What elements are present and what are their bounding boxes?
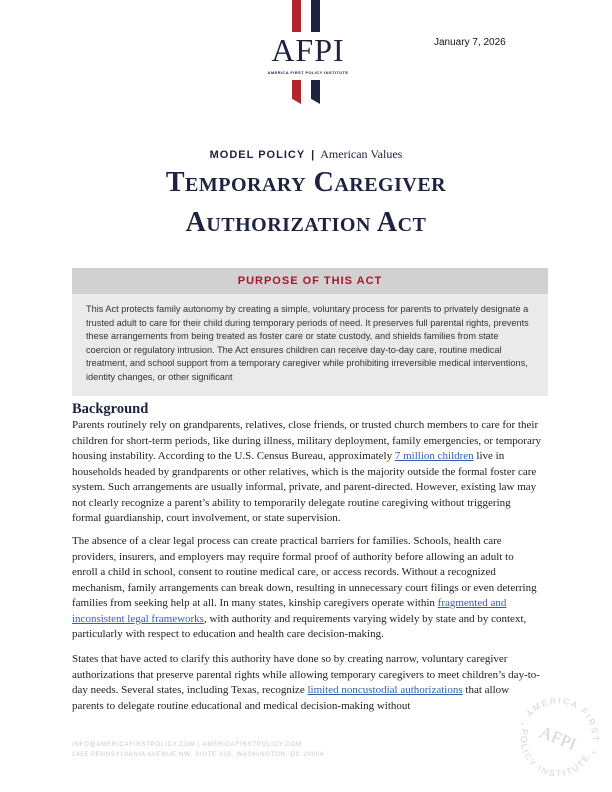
kicker-type: MODEL POLICY bbox=[209, 149, 306, 161]
footer-contact: INFO@AMERICAFIRSTPOLICY.COM | AMERICAFIRSTPOLICY.COM bbox=[72, 742, 302, 748]
kicker-separator: | bbox=[311, 149, 315, 161]
purpose-box bbox=[72, 268, 548, 396]
paragraph-text: The absence of a clear legal process can create practical barriers for families. Schools, health care providers, insurers, and employers may require formal proof of authority before allowing an adult to enroll a child in school, consent to routine medical care, or access records. Without a recognized mechanism, family arrangements can break down, resulting in unnecessary court filings or even deterring families from seeking help at all. In many states, kinship caregivers operate within bbox=[72, 535, 537, 609]
legal-frameworks-link[interactable]: fragmented and inconsistent legal frameworks bbox=[72, 597, 507, 625]
document-date: January 7, 2026 bbox=[434, 37, 506, 48]
census-link[interactable]: 7 million children bbox=[394, 450, 474, 462]
navy-ribbon-top bbox=[311, 0, 320, 32]
background-paragraph-3 bbox=[72, 652, 542, 714]
logo-subtitle: AMERICA FIRST POLICY INSTITUTE bbox=[267, 70, 349, 75]
background-paragraph-1 bbox=[72, 418, 542, 527]
paragraph-text: Parents routinely rely on grandparents, relatives, close friends, or trusted church members to care for their children for short-term periods, like during illness, military deployment, family emergencies, or temporary housing instability. According to the U.S. Census Bureau, approximately bbox=[72, 419, 542, 462]
document-title bbox=[0, 163, 612, 243]
paragraph-text: , with authority and requirements varying widely by state and by context, particularly with respect to education and health care decision-making. bbox=[72, 612, 527, 640]
navy-ribbon-bottom bbox=[311, 80, 320, 104]
paragraph-text: live in households headed by grandparents or other relatives, which is the majority outside the formal foster care system. Such arrangements are usually informal, private, and parent-directed. However, existing law may not clearly recognize a parent’s ability to temporarily delegate routine caregiving without triggering formal guardianship, court involvement, or state supervision. bbox=[72, 450, 537, 524]
footer-address: 1455 PENNSYLVANIA AVENUE NW, SUITE 225, WASHINGTON, DC 20004 bbox=[72, 752, 325, 758]
afpi-seal-icon bbox=[510, 690, 606, 786]
purpose-text: This Act protects family autonomy by creating a simple, voluntary process for parents to privately designate a trusted adult to care for their child during temporary periods of need. It preserves full parental rights, prevents these arrangements from being treated as foster care or state custody, and shields families from state coercion or regulatory intrusion. The Act ensures children can receive day-to-day care, routine medical treatment, and school support from a temporary caregiver while prohibiting irreversible medical interventions, identity changes, or other significant bbox=[86, 304, 529, 382]
page-footer bbox=[72, 740, 324, 760]
purpose-heading: PURPOSE OF THIS ACT bbox=[72, 268, 548, 294]
svg-text:POLICY INSTITUTE: POLICY INSTITUTE bbox=[518, 728, 592, 779]
paragraph-text: States that have acted to clarify this authority have done so by creating narrow, voluntary caregiver authorizations that preserve parental rights while allowing temporary caregivers to meet children’s day-to-day needs. Several states, including Texas, recognize bbox=[72, 653, 540, 696]
background-paragraph-2 bbox=[72, 534, 542, 643]
red-ribbon-bottom bbox=[292, 80, 301, 104]
afpi-logo bbox=[258, 0, 358, 108]
red-ribbon-top bbox=[292, 0, 301, 32]
noncustodial-authorizations-link[interactable]: limited noncustodial authorizations bbox=[307, 684, 463, 696]
paragraph-text: that allow parents to delegate routine educational and medical decision-making without bbox=[72, 684, 510, 712]
title-line-2: Authorization Act bbox=[185, 207, 427, 238]
document-kicker bbox=[0, 147, 612, 162]
title-line-1: Temporary Caregiver bbox=[165, 167, 447, 198]
kicker-topic: American Values bbox=[320, 147, 403, 161]
logo-wordmark: AFPI bbox=[271, 32, 345, 68]
svg-text:AFPI: AFPI bbox=[536, 722, 579, 755]
svg-text:AMERICA FIRST: AMERICA FIRST bbox=[524, 695, 601, 743]
background-heading: Background bbox=[72, 401, 149, 417]
